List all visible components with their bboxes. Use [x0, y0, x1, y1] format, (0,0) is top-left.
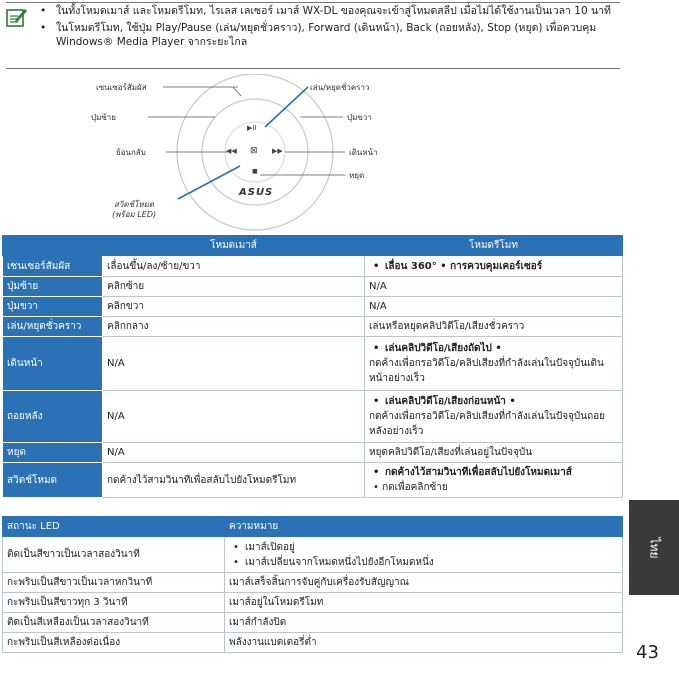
led-meaning-cell: [225, 537, 623, 573]
remote-mode-cell: [365, 337, 623, 391]
fast-forward-icon: ▶▶: [272, 147, 283, 155]
page-number: 43: [636, 642, 659, 663]
led-meaning-bullet: • เมาส์เปลี่ยนจากโหมดหนึ่งไปยังอีกโหมดหนึ่ง: [233, 556, 434, 568]
mode-table-header-remote: โหมดรีโมท: [365, 236, 623, 256]
play-pause-icon: ▶II: [247, 124, 257, 132]
mode-functions-table: [2, 235, 623, 498]
note-bottom-rule: [6, 68, 620, 69]
row-label: หยุด: [3, 443, 103, 463]
led-meaning-text: เมาส์เปิดอยู่: [245, 541, 295, 553]
led-status-cell: กะพริบเป็นสีขาวเป็นเวลาหกวินาที: [3, 573, 225, 593]
table-row: [3, 443, 623, 463]
remote-mode-cell: หยุดคลิปวิดีโอ/เสียงที่เล่นอยู่ในปัจจุบัน: [365, 443, 623, 463]
led-status-cell: ติดเป็นสีเหลืองเป็นเวลาสองวินาที: [3, 613, 225, 633]
mouse-mode-cell: N/A: [103, 337, 365, 391]
led-meaning-cell: เมาส์อยู่ในโหมดรีโมท: [225, 593, 623, 613]
led-meaning-cell: พลังงานแบตเตอรี่ต่ำ: [225, 633, 623, 653]
table-row: [3, 297, 623, 317]
language-tab: [629, 500, 679, 595]
rewind-icon: ◀◀: [226, 147, 237, 155]
table-row: [3, 593, 623, 613]
callout-mode-switch-line2: (พร้อม LED): [112, 210, 157, 219]
remote-mode-bullet: • เล่นคลิปวิดีโอ/เสียงก่อนหน้า •: [373, 396, 516, 407]
callout-stop: หยุด: [349, 171, 365, 180]
table-row: [3, 391, 623, 443]
remote-mode-cell: [365, 391, 623, 443]
note-top-rule: [6, 2, 620, 3]
remote-mode-bullet-text: เล่นคลิปวิดีโอ/เสียงถัดไป •: [385, 343, 502, 354]
led-meaning-bullet: • เมาส์เปิดอยู่: [233, 541, 295, 553]
mouse-mode-cell: คลิกขวา: [103, 297, 365, 317]
mouse-mode-cell: N/A: [103, 443, 365, 463]
remote-mode-cell: เล่นหรือหยุดคลิปวิดีโอ/เสียงชั่วคราว: [365, 317, 623, 337]
callout-back: ย้อนกลับ: [116, 148, 146, 157]
table-row: [3, 463, 623, 498]
callout-right-button: ปุ่มขวา: [347, 113, 372, 122]
led-meaning-cell: เมาส์เสร็จสิ้นการจับคู่กับเครื่องรับสัญญาณ: [225, 573, 623, 593]
remote-mode-text: กดค้างเพื่อกรอวิดีโอ/คลิปเสียงที่กำลังเล่นในปัจจุบันเดินหน้าอย่างเร็ว: [369, 358, 604, 384]
led-meaning-text: เมาส์เปลี่ยนจากโหมดหนึ่งไปยังอีกโหมดหนึ่ง: [245, 556, 434, 568]
led-table-header-status: สถานะ LED: [3, 517, 225, 537]
led-status-table: [2, 516, 623, 653]
mouse-mode-cell: คลิกซ้าย: [103, 277, 365, 297]
device-illustration: [0, 74, 679, 234]
callout-mode-switch-line1: สวิตช์โหมด: [114, 200, 155, 209]
row-label: ปุ่มซ้าย: [3, 277, 103, 297]
remote-mode-cell: N/A: [365, 277, 623, 297]
mode-switch-icon: ⊠: [250, 146, 258, 156]
led-table-header-meaning: ความหมาย: [225, 517, 623, 537]
remote-mode-bullet: • เลื่อน 360° • การควบคุมเคอร์เซอร์: [373, 260, 543, 272]
table-row: [3, 277, 623, 297]
row-label: ถอยหลัง: [3, 391, 103, 443]
row-label: สวิตช์โหมด: [3, 463, 103, 498]
mouse-mode-cell: N/A: [103, 391, 365, 443]
callout-mode-switch: [112, 200, 156, 220]
remote-mode-bullet: • เล่นคลิปวิดีโอ/เสียงถัดไป •: [373, 343, 502, 354]
table-row: [3, 337, 623, 391]
remote-mode-cell: N/A: [365, 297, 623, 317]
language-tab-label: ไทย: [647, 537, 662, 558]
table-row: [3, 573, 623, 593]
asus-logo: ASUS: [239, 187, 274, 198]
remote-mode-bullet-text: กดค้างไว้สามวินาทีเพื่อสลับไปยังโหมดเมาส์: [385, 467, 572, 478]
table-row: [3, 256, 623, 277]
device-diagram: [0, 74, 679, 234]
remote-mode-bullet-text: เลื่อน 360° • การควบคุมเคอร์เซอร์: [385, 260, 543, 272]
row-label: ปุ่มขวา: [3, 297, 103, 317]
mouse-mode-cell: เลื่อนขึ้น/ลง/ซ้าย/ขวา: [103, 256, 365, 277]
remote-mode-cell: [365, 463, 623, 498]
led-meaning-cell: เมาส์กำลังปิด: [225, 613, 623, 633]
remote-mode-cell: [365, 256, 623, 277]
callout-forward: เดินหน้า: [349, 148, 378, 157]
row-label: เล่น/หยุดชั่วคราว: [3, 317, 103, 337]
row-label: เซนเซอร์สัมผัส: [3, 256, 103, 277]
remote-mode-bullet-text: เล่นคลิปวิดีโอ/เสียงก่อนหน้า •: [385, 396, 516, 407]
note-pencil-icon: [6, 6, 28, 28]
mouse-mode-cell: คลิกกลาง: [103, 317, 365, 337]
table-row: [3, 633, 623, 653]
callout-play-pause: เล่น/หยุดชั่วคราว: [310, 83, 370, 92]
led-status-cell: ติดเป็นสีขาวเป็นเวลาสองวินาที: [3, 537, 225, 573]
note-item: • ในโหมดรีโมท, ใช้ปุ่ม Play/Pause (เล่น/หยุดชั่วคราว), Forward (เดินหน้า), Back (ถอยหลัง), Stop (หยุด) เพื่อควบคุม Windows® Media Player จากระยะไกล: [38, 21, 618, 49]
remote-mode-bullet: • กดค้างไว้สามวินาทีเพื่อสลับไปยังโหมดเมาส์: [373, 467, 572, 478]
table-row: [3, 317, 623, 337]
mode-table-header-mouse: โหมดเมาส์: [103, 236, 365, 256]
notes-list: [38, 4, 618, 52]
callout-touch-sensor: เซนเซอร์สัมผัส: [96, 83, 147, 92]
mouse-mode-cell: กดค้างไว้สามวินาทีเพื่อสลับไปยังโหมดรีโมท: [103, 463, 365, 498]
callout-left-button: ปุ่มซ้าย: [91, 113, 116, 122]
remote-mode-text: กดค้างเพื่อกรอวิดีโอ/คลิปเสียงที่กำลังเล่นในปัจจุบันถอยหลังอย่างเร็ว: [369, 411, 606, 437]
stop-icon: ■: [252, 168, 258, 175]
row-label: เดินหน้า: [3, 337, 103, 391]
table-row: [3, 613, 623, 633]
table-row: [3, 537, 623, 573]
remote-mode-text: • กดเพื่อคลิกซ้าย: [373, 482, 448, 493]
note-item: • ในทั้งโหมดเมาส์ และโหมดรีโมท, ไรเลส เลเซอร์ เมาส์ WX-DL ของคุณจะเข้าสู่โหมดสลีป เมื่อไม่ได้ใช้งานเป็นเวลา 10 นาที: [38, 4, 618, 18]
led-status-cell: กะพริบเป็นสีเหลืองต่อเนื่อง: [3, 633, 225, 653]
mode-table-header-blank: [3, 236, 103, 256]
led-status-cell: กะพริบเป็นสีขาวทุก 3 วินาที: [3, 593, 225, 613]
